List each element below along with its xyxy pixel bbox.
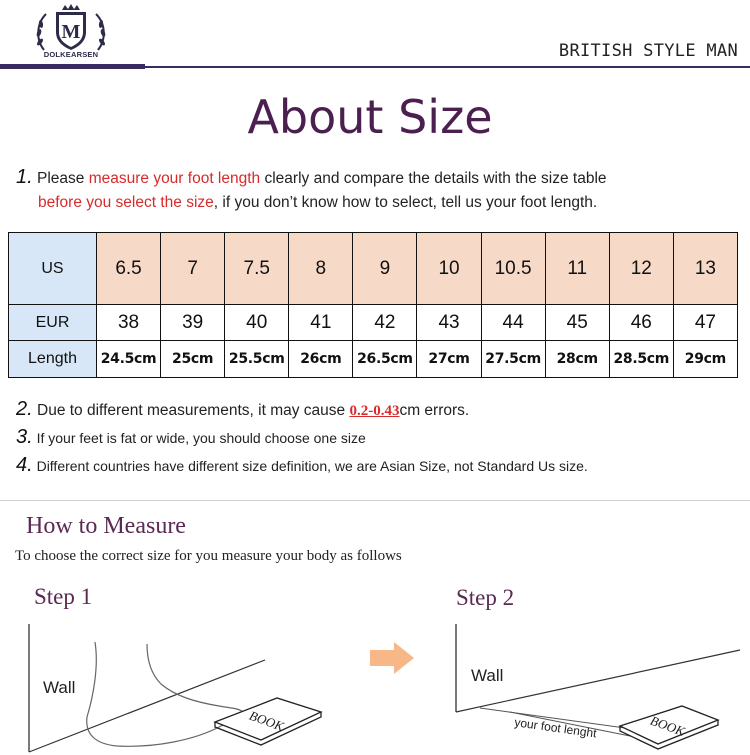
eur-size-cell: 39 [161, 305, 225, 341]
us-size-cell: 10.5 [481, 233, 545, 305]
us-size-cell: 11 [545, 233, 609, 305]
note-4-text: Different countries have different size definition, we are Asian Size, not Standard Us size. [36, 458, 588, 474]
foot-length-label: your foot lenght [513, 715, 598, 741]
us-size-cell: 6.5 [97, 233, 161, 305]
note-2-highlight: 0.2-0.43 [349, 403, 400, 419]
note-4-number: 4. [16, 454, 33, 476]
brand-tagline: BRITISH STYLE MAN [558, 41, 738, 61]
length-cell: 26.5cm [353, 341, 417, 378]
section-divider [0, 500, 750, 501]
note-1-number: 1. [16, 166, 33, 188]
eur-size-cell: 47 [673, 305, 737, 341]
step-1-label: Step 1 [34, 584, 93, 609]
table-row-length [9, 341, 738, 378]
length-cell: 25cm [161, 341, 225, 378]
note-1-highlight-a: measure your foot length [88, 170, 261, 187]
eur-size-cell: 46 [609, 305, 673, 341]
eur-size-cell: 45 [545, 305, 609, 341]
length-cell: 27cm [417, 341, 481, 378]
note-1-text-b: clearly and compare the details with the size table [260, 170, 607, 187]
arrow-right-icon [368, 640, 416, 676]
us-size-cell: 8 [289, 233, 353, 305]
length-cell: 25.5cm [225, 341, 289, 378]
note-3-number: 3. [16, 426, 33, 448]
how-to-measure-heading: How to Measure [26, 513, 186, 539]
note-1-text-a: Please [37, 170, 89, 187]
table-row-eur [9, 305, 738, 341]
page-title: About Size [247, 90, 493, 144]
us-size-cell: 7.5 [225, 233, 289, 305]
row-header-length: Length [9, 341, 97, 378]
note-3-text: If your feet is fat or wide, you should choose one size [36, 430, 366, 446]
eur-size-cell: 44 [481, 305, 545, 341]
length-cell: 28cm [545, 341, 609, 378]
us-size-cell: 13 [673, 233, 737, 305]
length-cell: 27.5cm [481, 341, 545, 378]
note-2-number: 2. [16, 398, 33, 420]
table-row-us [9, 233, 738, 305]
header-divider-accent [0, 64, 145, 69]
note-1 [16, 166, 607, 189]
eur-size-cell: 40 [225, 305, 289, 341]
us-size-cell: 10 [417, 233, 481, 305]
book-label: BOOK [648, 712, 687, 739]
step-2-illustration [450, 622, 750, 755]
length-cell: 29cm [673, 341, 737, 378]
note-1-line-2 [38, 194, 597, 212]
us-size-cell: 12 [609, 233, 673, 305]
us-size-cell: 7 [161, 233, 225, 305]
row-header-us: US [9, 233, 97, 305]
logo-letter: M [61, 21, 81, 43]
eur-size-cell: 38 [97, 305, 161, 341]
us-size-cell: 9 [353, 233, 417, 305]
book-label: BOOK [247, 707, 286, 734]
eur-size-cell: 42 [353, 305, 417, 341]
note-2-text-a: Due to different measurements, it may cause [37, 402, 350, 419]
eur-size-cell: 41 [289, 305, 353, 341]
wall-label: Wall [43, 678, 76, 697]
note-2-text-b: cm errors. [399, 402, 470, 419]
note-1-highlight-b: before you select the size [38, 194, 214, 211]
note-1-text-c: , if you don’t know how to select, tell us your foot length. [213, 194, 598, 211]
length-cell: 26cm [289, 341, 353, 378]
note-2 [16, 398, 469, 421]
eur-size-cell: 43 [417, 305, 481, 341]
length-cell: 24.5cm [97, 341, 161, 378]
note-4 [16, 454, 588, 477]
note-3 [16, 426, 366, 449]
how-to-measure-subtitle: To choose the correct size for you measure your body as follows [15, 548, 402, 564]
row-header-eur: EUR [9, 305, 97, 341]
brand-logo-text: DOLKEARSEN [43, 50, 99, 59]
length-cell: 28.5cm [609, 341, 673, 378]
size-table [8, 232, 738, 378]
step-2-label: Step 2 [456, 585, 515, 610]
wall-label: Wall [471, 666, 504, 685]
